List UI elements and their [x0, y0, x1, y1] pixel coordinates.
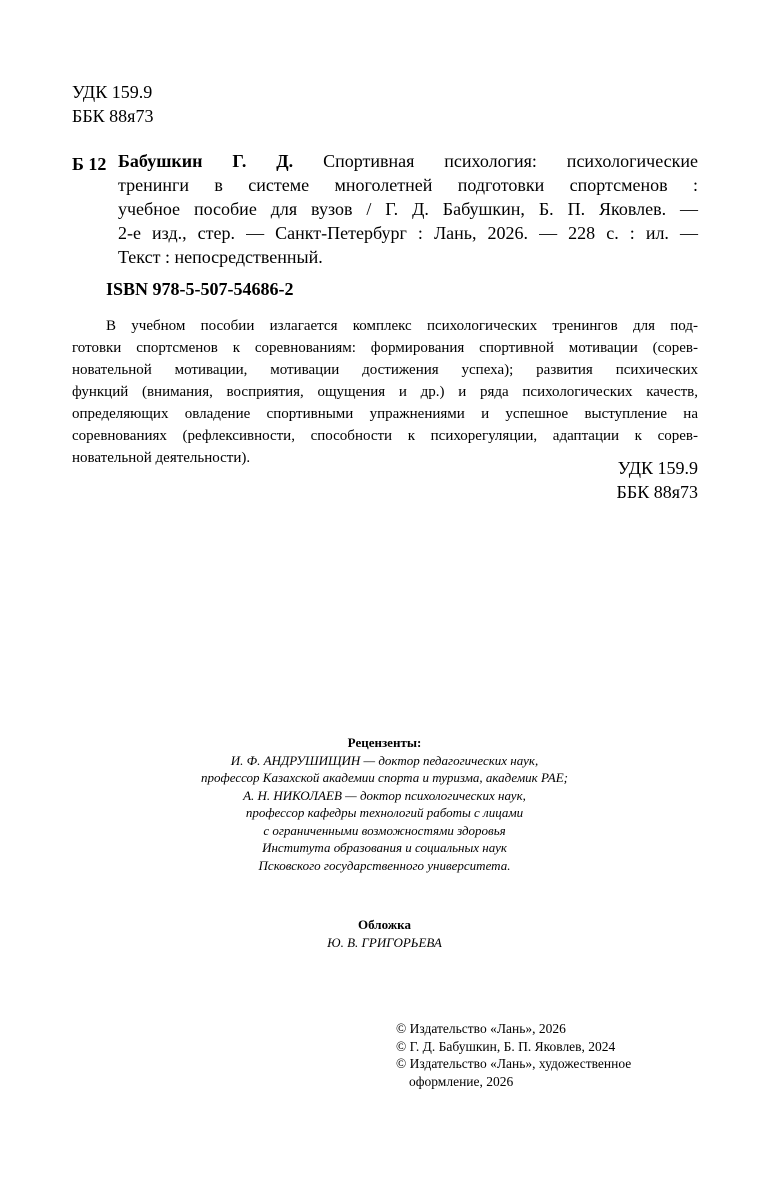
- abstract-line: соревнованиях (рефлексивности, способности к психорегуляции, адаптации к сорев-: [72, 428, 698, 444]
- reviewer-line: Института образования и социальных наук: [262, 840, 507, 855]
- reviewer-line: И. Ф. АНДРУШИЩИН — доктор педагогических наук,: [230, 752, 539, 768]
- reviewers-block: [0, 734, 769, 874]
- udk-code: УДК 159.9: [617, 458, 698, 478]
- abstract-line: новательной мотивации, мотивации достижения успеха); развития психических: [72, 362, 698, 378]
- udk-code: УДК 159.9: [72, 82, 153, 102]
- author-name: Бабушкин Г. Д.: [118, 151, 294, 171]
- bibliographic-description: [118, 149, 698, 269]
- abstract-line: готовки спортсменов к соревнованиям: формирования спортивной мотивации (сорев-: [72, 340, 698, 356]
- abstract: [72, 315, 698, 469]
- copyright-line: © Г. Д. Бабушкин, Б. П. Яковлев, 2024: [396, 1038, 616, 1054]
- author-mark: Б 12: [72, 154, 107, 174]
- reviewer-line: с ограниченными возможностями здоровья: [263, 822, 506, 838]
- reviewer-line: А. Н. НИКОЛАЕВ — доктор психологических наук,: [243, 787, 526, 803]
- copyright-line: © Издательство «Лань», 2026: [396, 1021, 566, 1036]
- bbk-code: ББК 88я73: [616, 482, 698, 502]
- classification-top: [72, 80, 153, 128]
- cover-designer: Ю. В. ГРИГОРЬЕВА: [327, 934, 442, 950]
- bib-text: Спортивная психология: психологические: [293, 151, 698, 171]
- reviewer-line: Псковского государственного университета.: [258, 857, 511, 873]
- isbn: ISBN 978-5-507-54686-2: [106, 279, 294, 299]
- bib-line: [118, 149, 698, 173]
- reviewer-line: профессор Казахской академии спорта и туризма, академик РАЕ;: [201, 770, 568, 785]
- bib-line: тренинги в системе многолетней подготовки спортсменов :: [118, 175, 698, 195]
- reviewers-title: Рецензенты:: [347, 735, 422, 750]
- bib-line: 2-е изд., стер. — Санкт-Петербург : Лань, 2026. — 228 с. : ил. —: [118, 223, 698, 243]
- reviewer-line: профессор кафедры технологий работы с лицами: [245, 805, 524, 820]
- abstract-line: функций (внимания, восприятия, ощущения и др.) и ряда психологических качеств,: [72, 384, 698, 400]
- copyright-line: © Издательство «Лань», художественное: [396, 1056, 632, 1071]
- bib-line: учебное пособие для вузов / Г. Д. Бабушкин, Б. П. Яковлев. —: [118, 199, 698, 219]
- copyright-block: [396, 1020, 631, 1090]
- copyright-line: оформление, 2026: [409, 1073, 514, 1089]
- cover-title: Обложка: [358, 917, 411, 932]
- classification-right: [617, 456, 698, 504]
- bib-line: Текст : непосредственный.: [118, 247, 323, 267]
- cover-credit: [0, 916, 769, 951]
- bbk-code: ББК 88я73: [72, 106, 154, 126]
- abstract-line: определяющих овладение спортивными упражнениями и успешное выступление на: [72, 406, 698, 422]
- abstract-line: В учебном пособии излагается комплекс психологических тренингов для под-: [106, 318, 698, 334]
- abstract-line: новательной деятельности).: [72, 450, 251, 466]
